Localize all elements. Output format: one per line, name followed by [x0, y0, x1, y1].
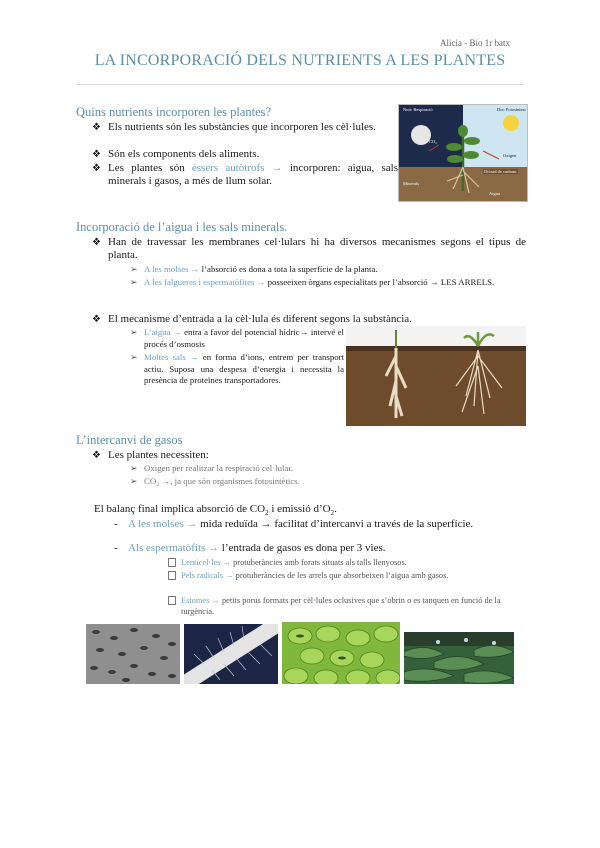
title-divider [76, 84, 524, 85]
s2-sub-3: ➢ L’aigua → entra a favor del potencial hídric→ intervé el procés d’osmosis [130, 327, 344, 349]
gas-balance-statement: El balanç final implica absorció de $CO_2$ i emissió $d’O_2$. [94, 503, 337, 518]
arrow-bullet-icon: ➢ [130, 463, 138, 473]
arrow-bullet-icon: ➢ [130, 476, 138, 486]
section1-heading: Quins nutrients incorporen les plantes? [76, 105, 272, 119]
s1-bullet-1: ❖ Els nutrients són les substàncies que incorporen les cèl·lules. [92, 121, 376, 133]
s2-sub-1: ➢ A les molses → l’absorció es dona a tota la superfície de la planta. [130, 264, 378, 274]
diagram-label-co2: CO₂ [429, 139, 437, 144]
leaf-surface-photo [404, 632, 514, 684]
diagram-label-water: Aigua [489, 191, 500, 196]
diagram-label-glucose: Diòxid de carboni [484, 169, 517, 174]
diagram-label-oxygen: Oxigen [503, 153, 517, 158]
via-lenticels: Lenticel·les → protuberàncies amb forats situats als talls llenyosos. [181, 557, 526, 568]
diamond-bullet-icon: ❖ [92, 122, 101, 133]
diamond-bullet-icon: ❖ [92, 450, 101, 461]
header-author: Alicia - Bio 1r batx [440, 38, 510, 48]
s2-sub-2: ➢ A les falgueres i espermatòfites → posseeixen òrgans especialitats per l’absorció → LES ARRELS. [130, 277, 495, 287]
dash-bullet-icon: - [114, 542, 118, 554]
arrow-bullet-icon: ➢ [130, 352, 138, 362]
via-stomata: Estomes → petits porus formats per cèl·lules oclusives que s’obrin o es tanquen en funció de la turgència. [181, 595, 526, 617]
diagram-label-minerals: Minerals [403, 181, 419, 186]
roots-photo [346, 326, 526, 426]
arrow-bullet-icon: ➢ [130, 264, 138, 274]
s1-bullet-3: ❖ Les plantes són éssers autòtrofs → incorporen: aigua, sals minerals i gasos, a més de llum solar. [92, 162, 398, 187]
arrow-bullet-icon: ➢ [130, 327, 138, 337]
diamond-bullet-icon: ❖ [92, 237, 101, 248]
diamond-bullet-icon: ❖ [92, 163, 101, 174]
s1-bullet-2: ❖ Són els components dels aliments. [92, 148, 260, 160]
diagram-label-day: Dia: Fotosíntesi [497, 107, 526, 112]
plant-nutrition-diagram [398, 104, 528, 202]
lenticels-photo [86, 624, 180, 684]
section2-heading: Incorporació de l’aigua i les sals minerals. [76, 220, 288, 234]
arrow-bullet-icon: ➢ [130, 277, 138, 287]
s3-sub-2: ➢ CO₂ →, ja que són organismes fotosintètics. [130, 476, 300, 486]
stomata-photo [282, 622, 400, 684]
checkbox-bullet-icon [168, 571, 176, 580]
diamond-bullet-icon: ❖ [92, 149, 101, 160]
checkbox-bullet-icon [168, 558, 176, 567]
dash-bullet-icon: - [114, 518, 118, 530]
s3-dash-2: - Als espermatòfits → l’entrada de gasos es dona per 3 vies. [114, 542, 386, 554]
diamond-bullet-icon: ❖ [92, 314, 101, 325]
s3-sub-1: ➢ Oxigen per realitzar la respiració cel·lular. [130, 463, 293, 473]
diagram-label-night: Nuit: Respiració [403, 107, 433, 112]
checkbox-bullet-icon [168, 596, 176, 605]
s3-bullet-1: ❖ Les plantes necessiten: [92, 449, 209, 461]
root-hairs-photo [184, 624, 278, 684]
via-root-hairs: Pels radicals → protuberàncies de les arrels que absorbeixen l’aigua amb gasos. [181, 570, 526, 581]
s2-sub-4: ➢ Moltes sals → en forma d’ions, entrem per transport actiu. Suposa una despesa d’energia i necessita la presència de proteïnes transportadores. [130, 352, 344, 385]
page-title: LA INCORPORACIÓ DELS NUTRIENTS A LES PLANTES [94, 52, 506, 69]
s2-bullet-1: ❖ Han de travessar les membranes cel·lulars hi ha diversos mecanismes segons el tipus de planta. [92, 236, 526, 261]
s2-bullet-2: ❖ El mecanisme d’entrada a la cèl·lula és diferent segons la substància. [92, 313, 412, 325]
s3-dash-1: - A les molses → mida reduïda → facilitat d’intercanvi a través de la superfície. [114, 518, 474, 530]
section3-heading: L’intercanvi de gasos [76, 433, 183, 447]
